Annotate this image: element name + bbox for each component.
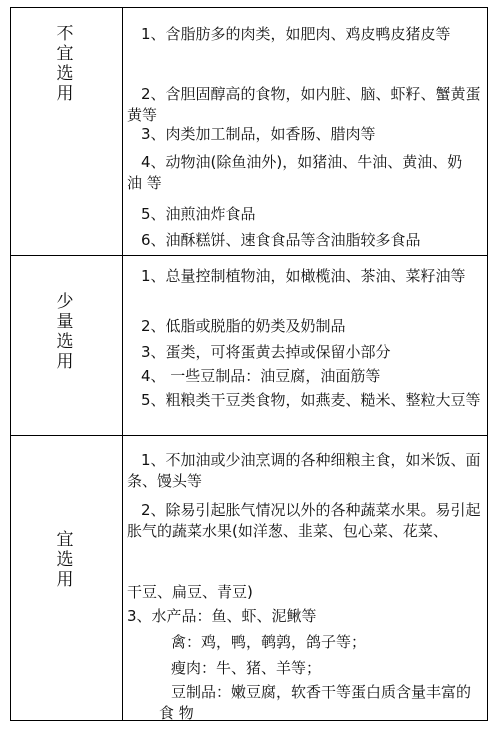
items-cell — [123, 256, 487, 435]
table-row-avoid — [11, 8, 487, 256]
sub-item-lean-meat: 瘦肉：牛、猪、羊等； — [171, 659, 322, 677]
category-label: 少量选用 — [56, 292, 74, 372]
list-item: 1、不加油或少油烹调的各种细粮主食，如米饭、面 条、馒头等 — [127, 451, 481, 490]
list-item: 1、含脂肪多的肉类，如肥肉、鸡皮鸭皮猪皮等 — [141, 25, 451, 43]
list-item: 干豆、扁豆、青豆) — [127, 583, 253, 601]
list-item: 3、肉类加工制品，如香肠、腊肉等 — [141, 125, 376, 143]
items-cell — [123, 8, 487, 255]
category-cell — [11, 256, 123, 435]
table-row-recommended — [11, 436, 487, 720]
list-item: 3、水产品：鱼、虾、泥鳅等 — [127, 607, 317, 625]
list-item: 2、含胆固醇高的食物，如内脏、脑、虾籽、蟹黄蛋黄等 — [127, 85, 481, 124]
category-label: 宜选用 — [56, 530, 74, 590]
category-label: 不宜选用 — [56, 24, 74, 104]
list-item: 5、粗粮类干豆类食物，如燕麦、糙米、整粒大豆等 — [141, 391, 481, 409]
sub-item-soy: 豆制品：嫩豆腐，软香干等蛋白质含量丰富的食 物 — [159, 683, 472, 722]
list-item: 2、低脂或脱脂的奶类及奶制品 — [141, 317, 346, 335]
list-item: 6、油酥糕饼、速食食品等含油脂较多食品 — [141, 231, 421, 249]
sub-item-poultry: 禽：鸡，鸭，鹌鹑，鸽子等； — [171, 633, 367, 651]
food-selection-table — [10, 7, 488, 721]
list-item: 3、蛋类，可将蛋黄去掉或保留小部分 — [141, 343, 391, 361]
list-item: 4、 一些豆制品：油豆腐，油面筋等 — [141, 367, 381, 385]
list-item: 4、动物油(除鱼油外)，如猪油、牛油、黄油、奶 油 等 — [127, 153, 463, 192]
list-item: 2、除易引起胀气情况以外的各种蔬菜水果。易引起 胀气的蔬菜水果(如洋葱、韭菜、包心菜、花菜、 — [127, 501, 481, 540]
list-item: 5、油煎油炸食品 — [141, 205, 256, 223]
category-cell — [11, 8, 123, 255]
table-row-limited — [11, 256, 487, 436]
list-item: 1、总量控制植物油，如橄榄油、茶油、菜籽油等 — [141, 267, 466, 285]
items-cell — [123, 436, 487, 720]
category-cell — [11, 436, 123, 720]
